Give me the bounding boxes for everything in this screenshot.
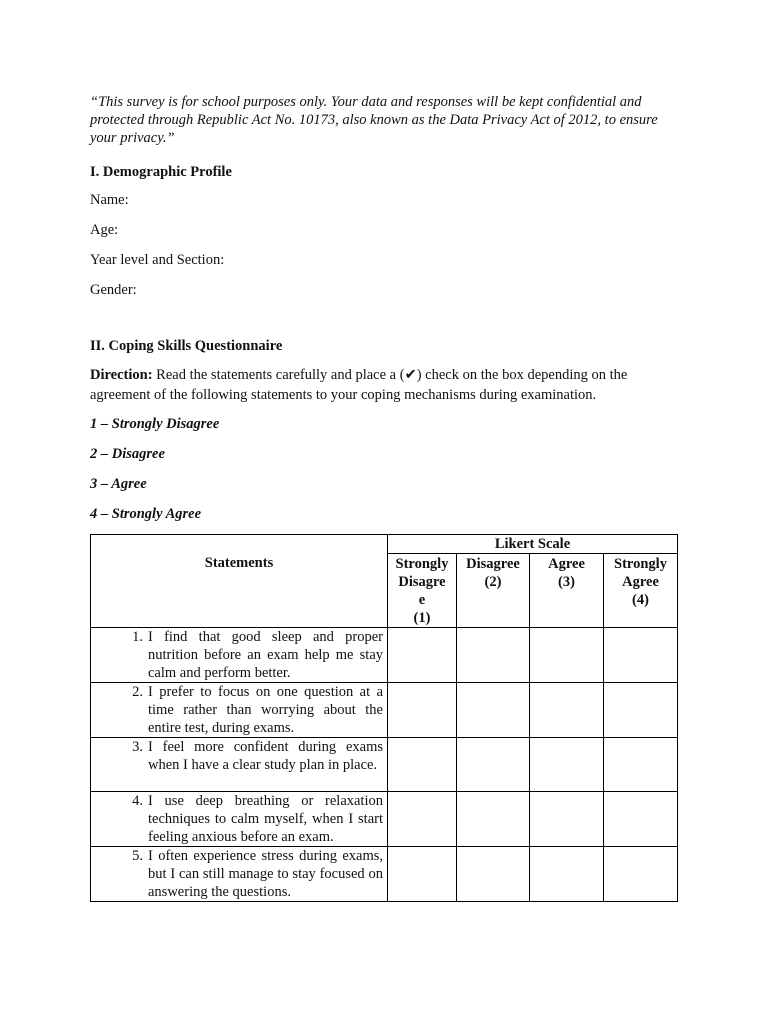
- statement-number: 4.: [132, 793, 143, 809]
- checkbox-agree[interactable]: [530, 738, 604, 792]
- col2-line2: (2): [484, 574, 502, 590]
- direction-paragraph: [90, 365, 678, 405]
- col1-line4: (1): [413, 610, 431, 626]
- checkbox-strongly-agree[interactable]: [604, 792, 678, 847]
- statement-text: I prefer to focus on one question at a time rather than worrying about the entire test, during exams.: [148, 684, 383, 736]
- checkbox-disagree[interactable]: [457, 628, 530, 683]
- privacy-notice: “This survey is for school purposes only. Your data and responses will be kept confidential and protected through Republic Act No. 10173, also known as the Data Privacy Act of 2012, to ensure your privacy.”: [90, 94, 658, 146]
- statement-cell: [91, 628, 388, 683]
- statements-header: Statements: [91, 535, 388, 628]
- table-row: [91, 683, 678, 738]
- checkbox-strongly-disagree[interactable]: [388, 628, 457, 683]
- col3-line1: Agree: [548, 556, 585, 572]
- col1-line2: Disagre: [398, 574, 446, 590]
- checkbox-strongly-disagree[interactable]: [388, 847, 457, 902]
- age-field-label: Age:: [90, 222, 119, 238]
- checkbox-strongly-agree[interactable]: [604, 628, 678, 683]
- col-strongly-disagree: [388, 554, 457, 628]
- table-row: [91, 847, 678, 902]
- checkbox-disagree[interactable]: [457, 683, 530, 738]
- checkbox-disagree[interactable]: [457, 792, 530, 847]
- checkbox-strongly-agree[interactable]: [604, 683, 678, 738]
- col2-line1: Disagree: [466, 556, 520, 572]
- col4-line3: (4): [632, 592, 649, 608]
- col-strongly-agree: [604, 554, 678, 628]
- likert-scale-header: Likert Scale: [388, 535, 678, 554]
- direction-label: Direction:: [90, 367, 153, 383]
- scale-key-3: 3 – Agree: [90, 476, 147, 492]
- statement-text: I often experience stress during exams, but I can still manage to stay focused on answering the questions.: [148, 848, 383, 900]
- demographic-heading: I. Demographic Profile: [90, 164, 232, 180]
- checkbox-agree[interactable]: [530, 628, 604, 683]
- checkbox-strongly-disagree[interactable]: [388, 683, 457, 738]
- likert-table: [90, 534, 678, 902]
- statement-cell: [91, 792, 388, 847]
- checkbox-disagree[interactable]: [457, 738, 530, 792]
- checkbox-strongly-disagree[interactable]: [388, 792, 457, 847]
- statement-cell: [91, 847, 388, 902]
- statement-cell: [91, 738, 388, 792]
- scale-key-2: 2 – Disagree: [90, 446, 165, 462]
- col-disagree: [457, 554, 530, 628]
- table-row: [91, 628, 678, 683]
- checkbox-disagree[interactable]: [457, 847, 530, 902]
- statement-number: 5.: [132, 848, 143, 864]
- section-spacer: [90, 311, 678, 337]
- statement-number: 1.: [132, 629, 143, 645]
- table-row: [91, 792, 678, 847]
- checkbox-strongly-disagree[interactable]: [388, 738, 457, 792]
- checkbox-strongly-agree[interactable]: [604, 847, 678, 902]
- checkbox-strongly-agree[interactable]: [604, 738, 678, 792]
- statement-text: I feel more confident during exams when I have a clear study plan in place.: [148, 739, 383, 773]
- col4-line2: Agree: [622, 574, 659, 590]
- gender-field-label: Gender:: [90, 282, 137, 298]
- name-field-label: Name:: [90, 192, 129, 208]
- questionnaire-heading: II. Coping Skills Questionnaire: [90, 338, 283, 354]
- col4-line1: Strongly: [614, 556, 667, 572]
- checkbox-agree[interactable]: [530, 683, 604, 738]
- statement-number: 3.: [132, 739, 143, 755]
- direction-text: Read the statements carefully and place a (✔) check on the box depending on the agreement of the following statements to your coping mechanisms during examination.: [90, 367, 628, 403]
- col1-line3: e: [418, 592, 426, 608]
- statement-text: I find that good sleep and proper nutrition before an exam help me stay calm and perform better.: [148, 629, 383, 681]
- statement-number: 2.: [132, 684, 143, 700]
- checkbox-agree[interactable]: [530, 847, 604, 902]
- statement-cell: [91, 683, 388, 738]
- checkbox-agree[interactable]: [530, 792, 604, 847]
- col3-line2: (3): [558, 574, 575, 590]
- survey-page: [90, 93, 678, 902]
- col1-line1: Strongly: [395, 556, 449, 572]
- statement-text: I use deep breathing or relaxation techniques to calm myself, when I start feeling anxious before an exam.: [148, 793, 383, 845]
- table-row: [91, 738, 678, 792]
- scale-key-4: 4 – Strongly Agree: [90, 506, 202, 522]
- col-agree: [530, 554, 604, 628]
- scale-key-1: 1 – Strongly Disagree: [90, 416, 220, 432]
- year-section-field-label: Year level and Section:: [90, 252, 225, 268]
